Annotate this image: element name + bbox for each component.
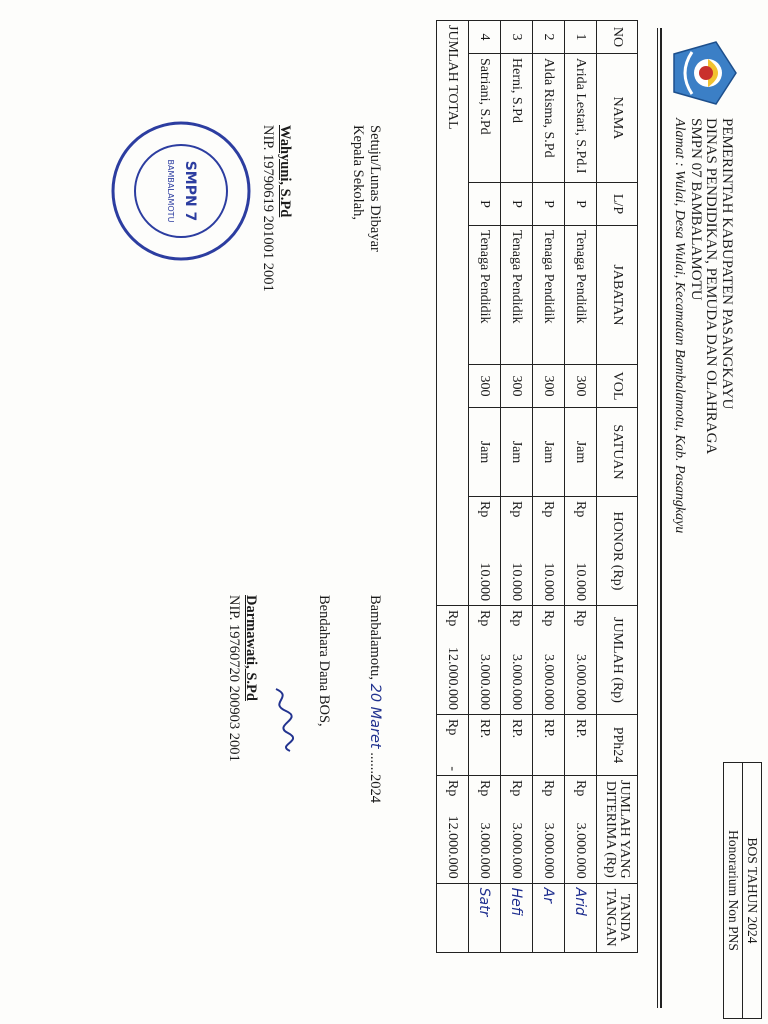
cell-diterima-value: 3.000.000: [541, 822, 557, 879]
cell-lp: P: [501, 183, 533, 226]
stamp-text: SMPN 7: [182, 160, 198, 222]
col-tanda-tangan: TANDA TANGAN: [597, 883, 638, 952]
cell-signature: Ar: [533, 883, 565, 952]
stamp-subtext: BAMBALAMOTU: [166, 159, 175, 223]
cell-lp: P: [469, 183, 501, 226]
cell-honor-value: 10.000: [477, 562, 493, 601]
letterhead-rule-thick: [660, 28, 662, 1008]
cell-diterima-wrap: [573, 780, 589, 879]
total-signature: [437, 883, 469, 952]
total-diterima: [437, 776, 469, 884]
sig-right-name: Darmawati, S.Pd: [243, 595, 259, 701]
cell-nama: Alda Risma, S.Pd: [533, 54, 565, 183]
cell-jumlah: [469, 606, 501, 715]
total-jumlah-wrap: [445, 610, 461, 710]
cell-vol: 300: [565, 365, 597, 408]
cell-diterima-prefix: Rp: [541, 780, 557, 797]
cell-jumlah-prefix: Rp: [541, 610, 557, 627]
cell-diterima: [565, 776, 597, 884]
cell-vol: 300: [501, 365, 533, 408]
cell-lp: P: [565, 183, 597, 226]
honorarium-table: [436, 20, 638, 953]
cell-diterima: [501, 776, 533, 884]
table-body: [437, 21, 597, 953]
cell-honor: [469, 497, 501, 606]
signature-block-right: [225, 595, 383, 803]
cell-signature: Satr: [469, 883, 501, 952]
cell-diterima-prefix: Rp: [509, 780, 525, 797]
cell-honor: [565, 497, 597, 606]
cell-satuan: Jam: [565, 408, 597, 497]
cell-diterima: [533, 776, 565, 884]
letterhead-line-2: DINAS PENDIDIKAN, PEMUDA DAN OLAHRAGA: [703, 118, 720, 455]
letterhead-line-1: PEMERINTAH KABUPATEN PASANGKAYU: [719, 118, 735, 410]
cell-jumlah-value: 3.000.000: [573, 654, 589, 710]
cell-honor: [533, 497, 565, 606]
col-honor: HONOR (Rp): [597, 497, 638, 606]
cell-honor-wrap: [509, 501, 525, 601]
col-pph: PPh24: [597, 715, 638, 776]
cell-jumlah-prefix: Rp: [509, 610, 525, 627]
total-pph-wrap: [445, 719, 461, 771]
cell-jumlah-wrap: [541, 610, 557, 710]
total-pph-prefix: Rp: [445, 719, 461, 736]
cell-diterima-wrap: [509, 780, 525, 879]
cell-pph: RP.: [533, 715, 565, 776]
cell-signature: Arid: [565, 883, 597, 952]
cell-diterima-wrap: [477, 780, 493, 879]
table-total-row: [437, 21, 469, 953]
cell-jumlah-prefix: Rp: [477, 610, 493, 627]
total-diterima-prefix: Rp: [445, 780, 461, 797]
cell-honor-prefix: Rp: [477, 501, 493, 518]
cell-jumlah-prefix: Rp: [573, 610, 589, 627]
letterhead-rule-thin: [657, 28, 658, 1008]
total-diterima-wrap: [445, 780, 461, 879]
total-jumlah-prefix: Rp: [445, 610, 461, 627]
table-row: [501, 21, 533, 953]
total-jumlah-value: 12.000.000: [445, 647, 461, 710]
cell-vol: 300: [533, 365, 565, 408]
total-label: JUMLAH TOTAL: [437, 21, 469, 606]
cell-honor-wrap: [573, 501, 589, 601]
cell-jumlah-wrap: [477, 610, 493, 710]
cell-jabatan: Tenaga Pendidik: [469, 226, 501, 365]
cell-no: 2: [533, 21, 565, 54]
col-vol: VOL: [597, 365, 638, 408]
cell-diterima-prefix: Rp: [573, 780, 589, 797]
letterhead-address: Alamat : Wulai, Desa Wulai, Kecamatan Bambalamotu, Kab. Pasangkayu: [672, 118, 688, 534]
cell-nama: Satriani, S.Pd: [469, 54, 501, 183]
cell-jumlah-wrap: [509, 610, 525, 710]
sig-right-role: Bendahara Dana BOS,: [316, 595, 332, 727]
col-diterima: JUMLAH YANG DITERIMA (Rp): [597, 776, 638, 884]
letterhead: [672, 118, 734, 678]
cell-jumlah: [533, 606, 565, 715]
cell-honor: [501, 497, 533, 606]
table-row: [533, 21, 565, 953]
cell-vol: 300: [469, 365, 501, 408]
cell-satuan: Jam: [501, 408, 533, 497]
cell-no: 1: [565, 21, 597, 54]
cell-pph: RP.: [501, 715, 533, 776]
sig-left-nip: NIP. 19790619 201001 2001: [260, 125, 276, 292]
total-pph: [437, 715, 469, 776]
total-jumlah: [437, 606, 469, 715]
cell-jabatan: Tenaga Pendidik: [533, 226, 565, 365]
col-lp: L/P: [597, 183, 638, 226]
cell-diterima-value: 3.000.000: [573, 822, 589, 879]
cell-jumlah-value: 3.000.000: [541, 654, 557, 710]
sig-left-role-2: Kepala Sekolah,: [350, 125, 366, 221]
cell-honor-prefix: Rp: [541, 501, 557, 518]
cell-jumlah-value: 3.000.000: [477, 654, 493, 710]
bos-label-box: [723, 762, 762, 1019]
cell-lp: P: [533, 183, 565, 226]
cell-pph: RP.: [565, 715, 597, 776]
cell-no: 3: [501, 21, 533, 54]
cell-honor-prefix: Rp: [573, 501, 589, 518]
cell-diterima-value: 3.000.000: [477, 822, 493, 879]
table-row: [565, 21, 597, 953]
handwritten-signature-icon: [264, 685, 298, 755]
cell-honor-wrap: [541, 501, 557, 601]
cell-diterima-wrap: [541, 780, 557, 879]
signature-block-left: [259, 125, 383, 292]
total-diterima-value: 12.000.000: [445, 815, 461, 879]
sig-left-role-1: Setuju/Lunas Dibayar: [367, 125, 383, 252]
cell-jumlah-value: 3.000.000: [509, 654, 525, 710]
cell-honor-value: 10.000: [573, 562, 589, 601]
sig-left-name: Wahyuni, S.Pd: [277, 125, 293, 218]
cell-nama: Arida Lestari, S.Pd.I: [565, 54, 597, 183]
bos-subtitle: Honorarium Non PNS: [724, 763, 743, 1018]
table-header-row: [597, 21, 638, 953]
cell-satuan: Jam: [533, 408, 565, 497]
col-satuan: SATUAN: [597, 408, 638, 497]
cell-diterima: [469, 776, 501, 884]
table-row: [469, 21, 501, 953]
bos-year: BOS TAHUN 2024: [745, 837, 760, 944]
letterhead-line-3: SMPN 07 BAMBALAMOTU: [688, 118, 704, 301]
cell-honor-value: 10.000: [541, 562, 557, 601]
cell-no: 4: [469, 21, 501, 54]
school-stamp-icon: [106, 116, 256, 266]
col-jumlah: JUMLAH (Rp): [597, 606, 638, 715]
cell-honor-value: 10.000: [509, 562, 525, 601]
cell-satuan: Jam: [469, 408, 501, 497]
cell-honor-prefix: Rp: [509, 501, 525, 518]
cell-jabatan: Tenaga Pendidik: [501, 226, 533, 365]
col-no: NO: [597, 21, 638, 54]
cell-honor-wrap: [477, 501, 493, 601]
col-nama: NAMA: [597, 54, 638, 183]
sig-right-nip: NIP. 19760720 200903 2001: [226, 595, 242, 762]
col-jabatan: JABATAN: [597, 226, 638, 365]
cell-diterima-prefix: Rp: [477, 780, 493, 797]
cell-signature: Hefi: [501, 883, 533, 952]
cell-diterima-value: 3.000.000: [509, 822, 525, 879]
cell-jumlah: [565, 606, 597, 715]
cell-pph: RP.: [469, 715, 501, 776]
cell-jumlah-wrap: [573, 610, 589, 710]
cell-jumlah: [501, 606, 533, 715]
tut-wuri-handayani-logo-icon: [670, 38, 738, 108]
cell-nama: Herni, S.Pd: [501, 54, 533, 183]
sig-place-date: Bambalamotu, 20 Maret ......2024: [367, 595, 383, 803]
total-pph-value: -: [445, 766, 461, 771]
cell-jabatan: Tenaga Pendidik: [565, 226, 597, 365]
